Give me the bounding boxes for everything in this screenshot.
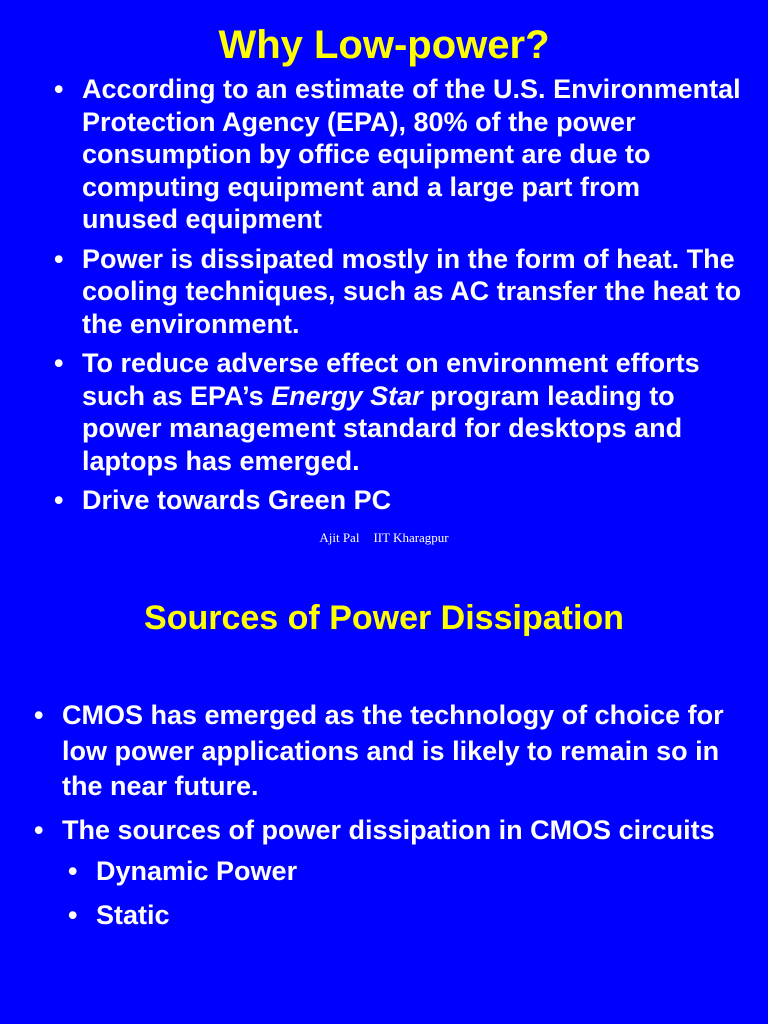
bullet-icon: •: [54, 485, 64, 515]
footer-author: Ajit Pal: [319, 530, 360, 545]
bullet-icon: •: [34, 700, 44, 730]
sub-bullet-item: [68, 854, 742, 890]
bullet-list: [34, 698, 742, 941]
bullet-item: [54, 484, 742, 517]
bullet-item: [34, 813, 742, 934]
energy-star-emphasis: Energy Star: [271, 380, 423, 411]
bullet-icon: •: [68, 899, 78, 930]
bullet-text: The sources of power dissipation in CMOS circuits: [62, 814, 715, 845]
slide-footer: [0, 530, 768, 546]
bullet-item: [54, 73, 742, 236]
bullet-icon: •: [54, 243, 64, 274]
bullet-item: [34, 698, 742, 805]
bullet-icon: •: [54, 348, 64, 378]
bullet-list: [54, 73, 742, 524]
sub-bullet-text: Static: [96, 899, 170, 930]
bullet-icon: •: [34, 814, 44, 845]
sub-bullet-list: [68, 854, 742, 933]
footer-institution: IIT Kharagpur: [373, 530, 449, 545]
bullet-text: According to an estimate of the U.S. Environmental Protection Agency (EPA), 80% of the power consumption by office equipment are due to computing equipment and a large part from unused equipment: [82, 74, 741, 234]
slide-title: Sources of Power Dissipation: [144, 599, 624, 637]
bullet-icon: •: [68, 856, 78, 886]
bullet-text-post: program leading to power management standard for desktops and laptops has emerged.: [82, 380, 683, 476]
sub-bullet-item: [68, 898, 742, 934]
slide-sources-of-power-dissipation: [0, 560, 768, 1024]
slide-title: Why Low-power?: [218, 23, 550, 67]
bullet-item: [54, 347, 742, 477]
bullet-text-pre: To reduce adverse effect on environment efforts such as EPA’s: [82, 348, 700, 411]
bullet-text: CMOS has emerged as the technology of choice for low power applications and is likely to remain so in the near future.: [62, 700, 724, 801]
bullet-text: Drive towards Green PC: [82, 485, 392, 515]
bullet-item: [54, 243, 742, 341]
sub-bullet-text: Dynamic Power: [96, 856, 298, 886]
bullet-text: Power is dissipated mostly in the form of heat. The cooling techniques, such as AC transfer the heat to the environment.: [82, 243, 742, 339]
bullet-icon: •: [54, 74, 64, 104]
